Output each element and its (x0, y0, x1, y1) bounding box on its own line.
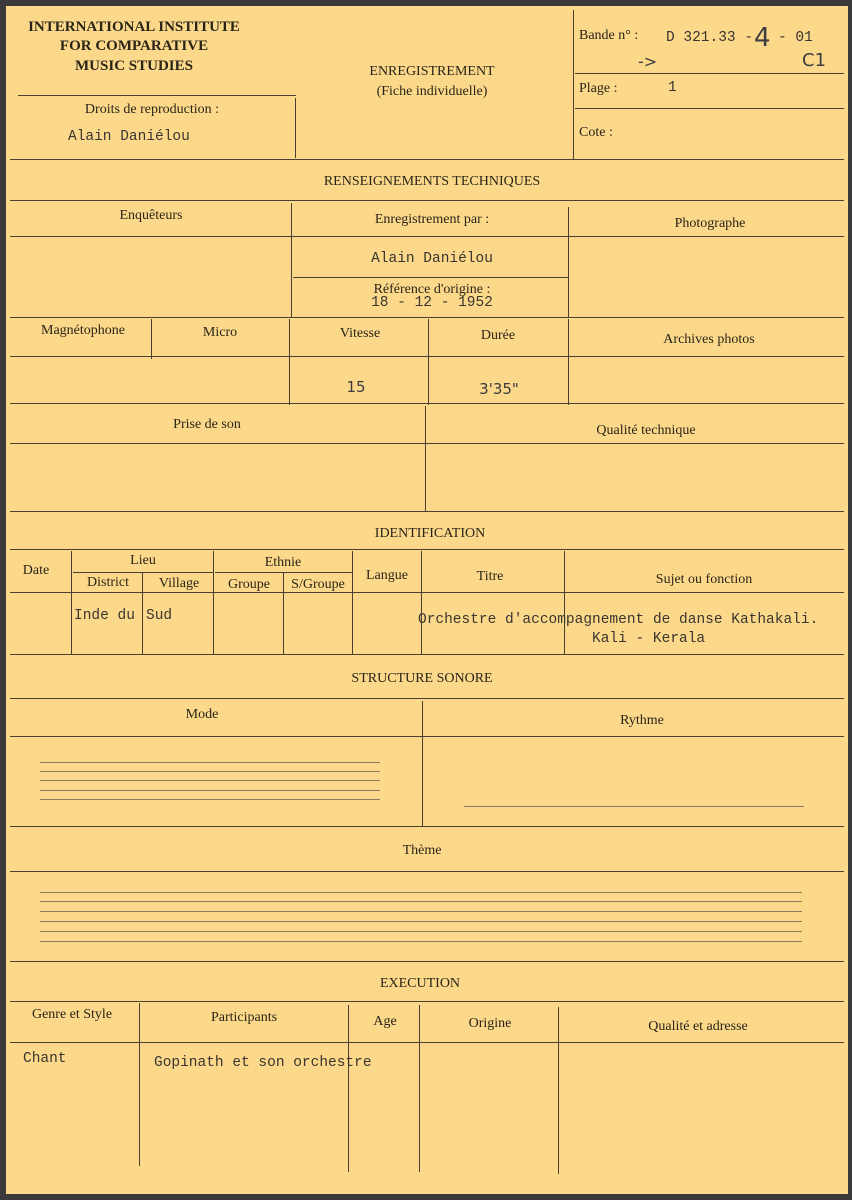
divider (428, 319, 429, 405)
magnetophone-label: Magnétophone (41, 323, 125, 338)
bande-arrow: -> (638, 52, 658, 71)
genre-value: Chant (23, 1051, 67, 1067)
village-label: Village (158, 576, 200, 591)
origine-label: Origine (468, 1016, 512, 1031)
fill-line (40, 780, 380, 781)
village-value: Sud (146, 608, 173, 624)
divider (10, 159, 844, 160)
bande-note: C1 (802, 50, 827, 71)
divider (568, 319, 569, 405)
divider (10, 826, 844, 827)
divider (213, 551, 214, 654)
rythme-label: Rythme (620, 713, 664, 728)
date-label: Date (22, 563, 50, 578)
district-value: Inde du (74, 608, 135, 624)
cote-label: Cote : (579, 125, 613, 140)
fill-line (40, 771, 380, 772)
fill-line (464, 806, 804, 807)
divider (139, 1003, 140, 1166)
divider (575, 73, 844, 74)
divider (558, 1007, 559, 1174)
prise-de-son-label: Prise de son (173, 417, 241, 432)
district-label: District (87, 575, 129, 590)
technique-section-title: RENSEIGNEMENTS TECHNIQUES (323, 174, 541, 189)
enregistrement-par-label: Enregistrement par : (374, 212, 490, 227)
divider (293, 277, 568, 278)
plage-value: 1 (668, 80, 677, 96)
sgroupe-label: S/Groupe (291, 577, 345, 592)
divider (10, 1042, 844, 1043)
divider (18, 95, 296, 96)
fill-line (40, 762, 380, 763)
reference-label: Référence d'origine : (373, 282, 491, 297)
divider (10, 871, 844, 872)
divider (10, 698, 844, 699)
divider (10, 592, 844, 593)
fill-line (40, 799, 380, 800)
duree-value: 3'35" (479, 380, 519, 398)
divider (10, 356, 844, 357)
divider (10, 317, 844, 318)
fill-line (40, 901, 802, 902)
rights-value: Alain Daniélou (68, 129, 190, 145)
divider (10, 736, 844, 737)
reference-value: 18 - 12 - 1952 (371, 295, 493, 311)
divider (419, 1005, 420, 1172)
titre-value-line2: Kali - Kerala (592, 631, 706, 647)
duree-label: Durée (480, 328, 516, 343)
form-subtitle: (Fiche individuelle) (376, 84, 488, 99)
mode-label: Mode (185, 707, 219, 722)
titre-value-line1: Orchestre d'accompagnement de danse Kathakali. (418, 612, 819, 628)
form-title: ENREGISTREMENT (369, 64, 495, 79)
index-card (6, 6, 848, 1194)
divider (348, 1005, 349, 1172)
bande-suffix: - 01 (778, 30, 813, 46)
plage-label: Plage : (579, 81, 618, 96)
qualite-technique-label: Qualité technique (596, 423, 696, 438)
divider (10, 961, 844, 962)
lieu-label: Lieu (130, 553, 156, 568)
institute-name-line2: FOR COMPARATIVE (59, 38, 209, 54)
archives-photos-label: Archives photos (663, 332, 755, 347)
divider (10, 549, 844, 550)
enregistrement-par-value: Alain Daniélou (371, 251, 493, 267)
fill-line (40, 911, 802, 912)
divider (421, 551, 422, 654)
divider (10, 236, 844, 237)
divider (568, 207, 569, 318)
structure-section-title: STRUCTURE SONORE (351, 671, 493, 686)
divider (151, 319, 152, 359)
age-label: Age (373, 1014, 397, 1029)
vitesse-value: 15 (346, 378, 366, 396)
titre-label: Titre (476, 569, 504, 584)
divider (575, 108, 844, 109)
divider (10, 1001, 844, 1002)
vitesse-label: Vitesse (339, 326, 381, 341)
divider (295, 98, 296, 158)
photographe-label: Photographe (674, 216, 746, 231)
fill-line (40, 790, 380, 791)
divider (10, 511, 844, 512)
groupe-label: Groupe (228, 577, 270, 592)
bande-handwritten: 4 (754, 23, 771, 53)
divider (289, 319, 290, 405)
participants-value: Gopinath et son orchestre (154, 1055, 372, 1071)
bande-value: D 321.33 - (666, 30, 754, 46)
divider (283, 572, 284, 654)
divider (10, 443, 844, 444)
fill-line (40, 921, 802, 922)
fill-line (40, 941, 802, 942)
divider (425, 406, 426, 512)
ethnie-label: Ethnie (264, 555, 302, 570)
identification-section-title: IDENTIFICATION (374, 526, 486, 541)
qualite-adresse-label: Qualité et adresse (648, 1019, 748, 1034)
divider (142, 572, 143, 654)
rights-label: Droits de reproduction : (84, 102, 220, 117)
divider (73, 572, 213, 573)
bande-label: Bande n° : (579, 28, 639, 43)
theme-label: Thème (402, 843, 442, 858)
divider (10, 200, 844, 201)
divider (215, 572, 352, 573)
divider (71, 551, 72, 654)
divider (10, 403, 844, 404)
institute-name-line1: INTERNATIONAL INSTITUTE (28, 19, 240, 35)
fill-line (40, 931, 802, 932)
fill-line (40, 892, 802, 893)
divider (10, 654, 844, 655)
langue-label: Langue (366, 568, 408, 583)
participants-label: Participants (210, 1010, 278, 1025)
divider (422, 701, 423, 827)
divider (573, 10, 574, 160)
execution-section-title: EXECUTION (379, 976, 461, 991)
genre-style-label: Genre et Style (31, 1007, 113, 1022)
institute-name-line3: MUSIC STUDIES (75, 58, 193, 74)
divider (352, 551, 353, 654)
sujet-label: Sujet ou fonction (655, 572, 753, 587)
enqueteurs-label: Enquêteurs (119, 208, 183, 223)
divider (291, 203, 292, 318)
divider (564, 551, 565, 654)
micro-label: Micro (202, 325, 238, 340)
